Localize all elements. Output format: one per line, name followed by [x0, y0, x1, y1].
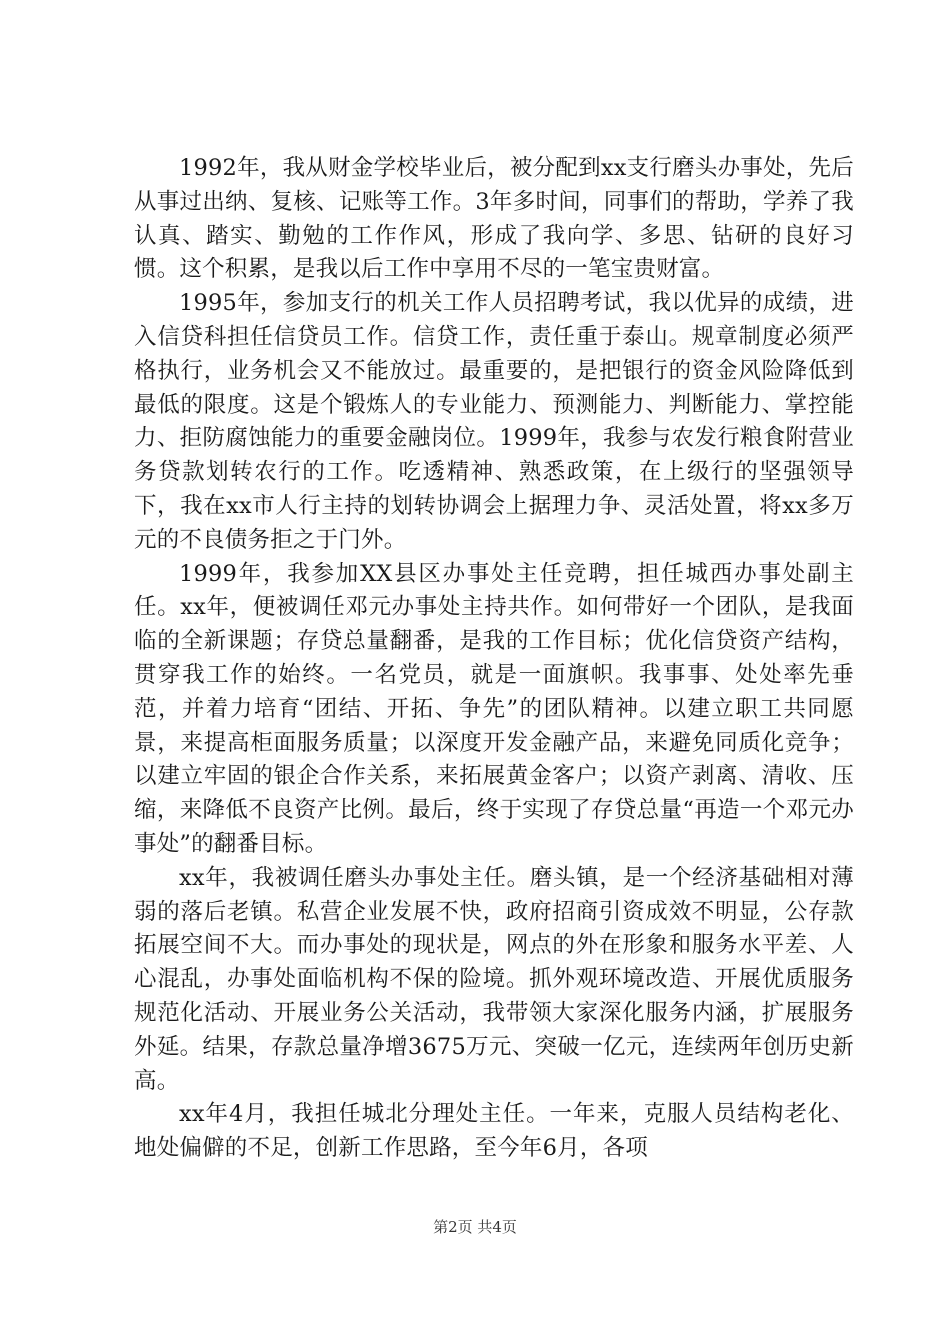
paragraph-1: 1992年，我从财金学校毕业后，被分配到xx支行磨头办事处，先后从事过出纳、复核、记账等工作。3年多时间，同事们的帮助，学养了我认真、踏实、勤勉的工作作风，形成了我向学、多思、钻研的良好习惯。这个积累，是我以后工作中享用不尽的一笔宝贵财富。 [134, 155, 854, 283]
paragraph-4: xx年，我被调任磨头办事处主任。磨头镇，是一个经济基础相对薄弱的落后老镇。私营企业发展不快，政府招商引资成效不明显，公存款拓展空间不大。而办事处的现状是，网点的外在形象和服务水平差、人心混乱，办事处面临机构不保的险境。抓外观环境改造、开展优质服务规范化活动、开展业务公关活动，我带领大家深化服务内涵，扩展服务外延。结果，存款总量净增3675万元、突破一亿元，连续两年创历史新高。 [134, 864, 854, 1094]
paragraph-5: xx年4月，我担任城北分理处主任。一年来，克服人员结构老化、地处偏僻的不足，创新工作思路，至今年6月，各项 [134, 1101, 854, 1162]
body-text [134, 152, 854, 1166]
paragraph-2: 1995年，参加支行的机关工作人员招聘考试，我以优异的成绩，进入信贷科担任信贷员工作。信贷工作，责任重于泰山。规章制度必须严格执行，业务机会又不能放过。最重要的，是把银行的资金风险降低到最低的限度。这是个锻炼人的专业能力、预测能力、判断能力、掌控能力、拒防腐蚀能力的重要金融岗位。1999年，我参与农发行粮食附营业务贷款划转农行的工作。吃透精神、熟悉政策，在上级行的坚强领导下，我在xx市人行主持的划转协调会上据理力争、灵活处置，将xx多万元的不良债务拒之于门外。 [134, 290, 854, 553]
page-number-footer: 第2页 共4页 [433, 1218, 517, 1236]
paragraph-3: 1999年，我参加XX县区办事处主任竞聘，担任城西办事处副主任。xx年，便被调任邓元办事处主持共作。如何带好一个团队，是我面临的全新课题；存贷总量翻番，是我的工作目标；优化信贷资产结构，贯穿我工作的始终。一名党员，就是一面旗帜。我事事、处处率先垂范，并着力培育“团结、开拓、争先”的团队精神。以建立职工共同愿景，来提高柜面服务质量；以深度开发金融产品，来避免同质化竞争；以建立牢固的银企合作关系，来拓展黄金客户；以资产剥离、清收、压缩，来降低不良资产比例。最后，终于实现了存贷总量“再造一个邓元办事处”的翻番目标。 [134, 560, 854, 857]
